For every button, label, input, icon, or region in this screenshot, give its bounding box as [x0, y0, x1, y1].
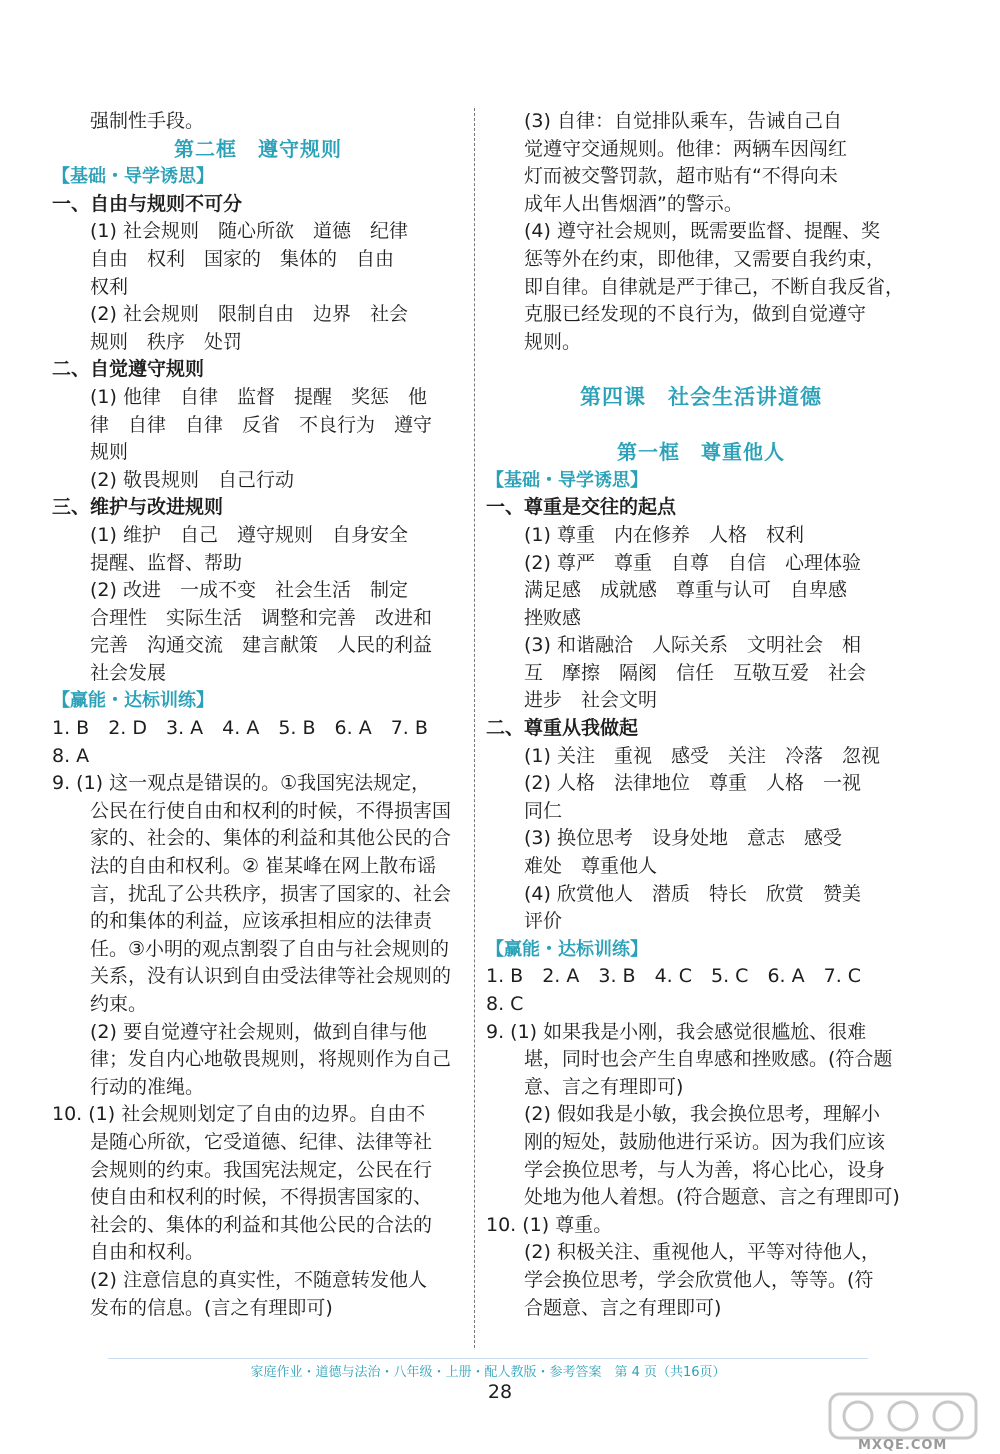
right-line-41: (2) 积极关注、重视他人，平等对待他人， [524, 1241, 880, 1264]
left-line-34: 律；发自内心地敬畏规则，将规则作为自己 [90, 1048, 452, 1071]
left-line-19: 完善 沟通交流 建言献策 人民的利益 [90, 634, 433, 657]
left-line-39: 使自由和权利的时候，不得损害国家的、 [90, 1186, 433, 1209]
right-line-9 [486, 356, 916, 384]
left-line-16: 提醒、监督、帮助 [90, 551, 243, 574]
left-line-43: 发布的信息。(言之有理即可) [90, 1296, 333, 1319]
right-line-11 [486, 412, 916, 440]
left-line-5: 自由 权利 国家的 集体的 自由 [90, 247, 395, 270]
watermark-logo-icon [828, 1388, 978, 1442]
left-line-8: 规则 秩序 处罚 [90, 330, 243, 353]
column-divider [474, 108, 475, 1348]
right-line-25: 同仁 [524, 799, 563, 822]
left-line-30: 任。③小明的观点割裂了自由与社会规则的 [90, 937, 450, 960]
right-line-21: 进步 社会文明 [524, 689, 658, 712]
right-line-26: (3) 换位思考 设身处地 意志 感受 [524, 827, 842, 850]
left-line-3: 一、自由与规则不可分 [52, 192, 243, 215]
left-line-2: 【基础・导学诱思】 [52, 166, 214, 188]
right-line-7: 克服已经发现的不良行为，做到自觉遵守 [524, 303, 867, 326]
left-line-14: 三、维护与改进规则 [52, 496, 224, 519]
footer-band: 家庭作业・道德与法治・八年级・上册・配人教版・参考答案 第 4 页（共16页） [108, 1358, 868, 1381]
right-line-2: 灯而被交警罚款，超市贴有“不得向未 [524, 165, 838, 188]
right-line-1: 觉遵守交通规则。他律：两辆车因闯红 [524, 137, 848, 160]
right-line-20: 互 摩擦 隔阂 信任 互敬互爱 社会 [524, 661, 867, 684]
right-line-18: 挫败感 [524, 606, 582, 629]
right-line-37: 刚的短处，鼓励他进行采访。因为我们应该 [524, 1130, 886, 1153]
left-line-23: 8. A [52, 744, 90, 767]
left-line-40: 社会的、集体的利益和其他公民的合法的 [90, 1213, 433, 1236]
right-column [486, 108, 916, 1322]
left-line-32: 约束。 [90, 993, 148, 1015]
left-line-18: 合理性 实际生活 调整和完善 改进和 [90, 606, 433, 629]
left-line-38: 会规则的约束。我国宪法规定，公民在行 [90, 1158, 433, 1181]
left-line-25: 公民在行使自由和权利的时候，不得损害国 [90, 799, 452, 822]
right-line-8: 规则。 [524, 330, 582, 353]
left-line-36: 10. (1) 社会规则划定了自由的边界。自由不 [52, 1103, 426, 1126]
page-number: 28 [487, 1381, 513, 1403]
left-line-35: 行动的准绳。 [90, 1075, 205, 1098]
right-line-15: (1) 尊重 内在修养 人格 权利 [524, 523, 804, 546]
right-line-6: 即自律。自律就是严于律己，不断自我反省， [524, 275, 905, 298]
right-line-24: (2) 人格 法律地位 尊重 人格 一视 [524, 772, 861, 795]
left-line-7: (2) 社会规则 限制自由 边界 社会 [90, 303, 408, 326]
left-line-20: 社会发展 [90, 661, 167, 684]
left-line-6: 权利 [90, 275, 129, 298]
right-line-29: 评价 [524, 910, 563, 933]
left-line-17: (2) 改进 一成不变 社会生活 制定 [90, 579, 408, 602]
right-line-27: 难处 尊重他人 [524, 855, 658, 878]
right-line-22: 二、尊重从我做起 [486, 717, 639, 740]
left-line-27: 法的自由和权利。② 崔某峰在网上散布谣 [90, 855, 437, 878]
right-line-32: 8. C [486, 993, 524, 1015]
right-line-4: (4) 遵守社会规则，既需要监督、提醒、奖 [524, 220, 880, 243]
left-line-9: 二、自觉遵守规则 [52, 358, 205, 381]
right-line-34: 堪，同时也会产生自卑感和挫败感。(符合题 [524, 1048, 893, 1071]
left-line-1: 第二框 遵守规则 [174, 136, 342, 161]
left-line-24: 9. (1) 这一观点是错误的。①我国宪法规定， [52, 772, 431, 795]
left-line-12: 规则 [90, 441, 129, 464]
right-line-3: 成年人出售烟酒”的警示。 [524, 192, 743, 215]
left-line-29: 的和集体的利益，应该承担相应的法律责 [90, 910, 433, 933]
left-line-31: 关系，没有认识到自由受法律等社会规则的 [90, 965, 452, 988]
left-line-15: (1) 维护 自己 遵守规则 自身安全 [90, 523, 408, 546]
right-line-28: (4) 欣赏他人 潜质 特长 欣赏 赞美 [524, 882, 861, 905]
right-line-43: 合题意、言之有理即可) [524, 1296, 722, 1319]
right-line-10: 第四课 社会生活讲道德 [580, 384, 822, 409]
right-line-31: 1. B 2. A 3. B 4. C 5. C 6. A 7. C [486, 965, 862, 988]
right-line-5: 惩等外在约束，即他律，又需要自我约束， [524, 247, 886, 270]
right-line-30: 【赢能・达标训练】 [486, 938, 648, 960]
right-line-14: 一、尊重是交往的起点 [486, 496, 677, 519]
right-line-17: 满足感 成就感 尊重与认可 自卑感 [524, 579, 848, 602]
right-line-23: (1) 关注 重视 感受 关注 冷落 忽视 [524, 744, 880, 767]
right-line-19: (3) 和谐融洽 人际关系 文明社会 相 [524, 634, 861, 657]
left-line-42: (2) 注意信息的真实性，不随意转发他人 [90, 1268, 427, 1291]
left-line-10: (1) 他律 自律 监督 提醒 奖惩 他 [90, 385, 427, 408]
watermark-text: MXQE.COM [858, 1438, 948, 1453]
right-line-0: (3) 自律：自觉排队乘车，告诫自己自 [524, 110, 842, 132]
left-line-28: 言，扰乱了公共秩序，损害了国家的、社会 [90, 882, 452, 905]
left-line-0: 强制性手段。 [90, 110, 205, 132]
left-line-11: 律 自律 自律 反省 不良行为 遵守 [90, 413, 433, 436]
left-line-21: 【赢能・达标训练】 [52, 690, 214, 712]
right-line-12: 第一框 尊重他人 [617, 440, 785, 465]
right-line-35: 意、言之有理即可) [524, 1075, 684, 1098]
left-line-41: 自由和权利。 [90, 1241, 205, 1264]
right-line-36: (2) 假如我是小敏，我会换位思考，理解小 [524, 1103, 880, 1126]
left-column [52, 108, 464, 1322]
right-line-13: 【基础・导学诱思】 [486, 469, 648, 491]
left-line-13: (2) 敬畏规则 自己行动 [90, 468, 294, 491]
left-line-33: (2) 要自觉遵守社会规则，做到自律与他 [90, 1020, 427, 1043]
right-line-38: 学会换位思考，与人为善，将心比心，设身 [524, 1158, 886, 1181]
right-line-16: (2) 尊严 尊重 自尊 自信 心理体验 [524, 551, 861, 574]
right-line-42: 学会换位思考，学会欣赏他人，等等。(符 [524, 1268, 874, 1291]
left-line-37: 是随心所欲，它受道德、纪律、法律等社 [90, 1130, 433, 1153]
left-line-4: (1) 社会规则 随心所欲 道德 纪律 [90, 220, 408, 243]
left-line-22: 1. B 2. D 3. A 4. A 5. B 6. A 7. B [52, 717, 428, 740]
right-line-40: 10. (1) 尊重。 [486, 1213, 613, 1236]
left-line-26: 家的、社会的、集体的利益和其他公民的合 [90, 827, 452, 850]
right-line-39: 处地为他人着想。(符合题意、言之有理即可) [524, 1186, 900, 1209]
right-line-33: 9. (1) 如果我是小刚，我会感觉很尴尬、很难 [486, 1020, 867, 1043]
